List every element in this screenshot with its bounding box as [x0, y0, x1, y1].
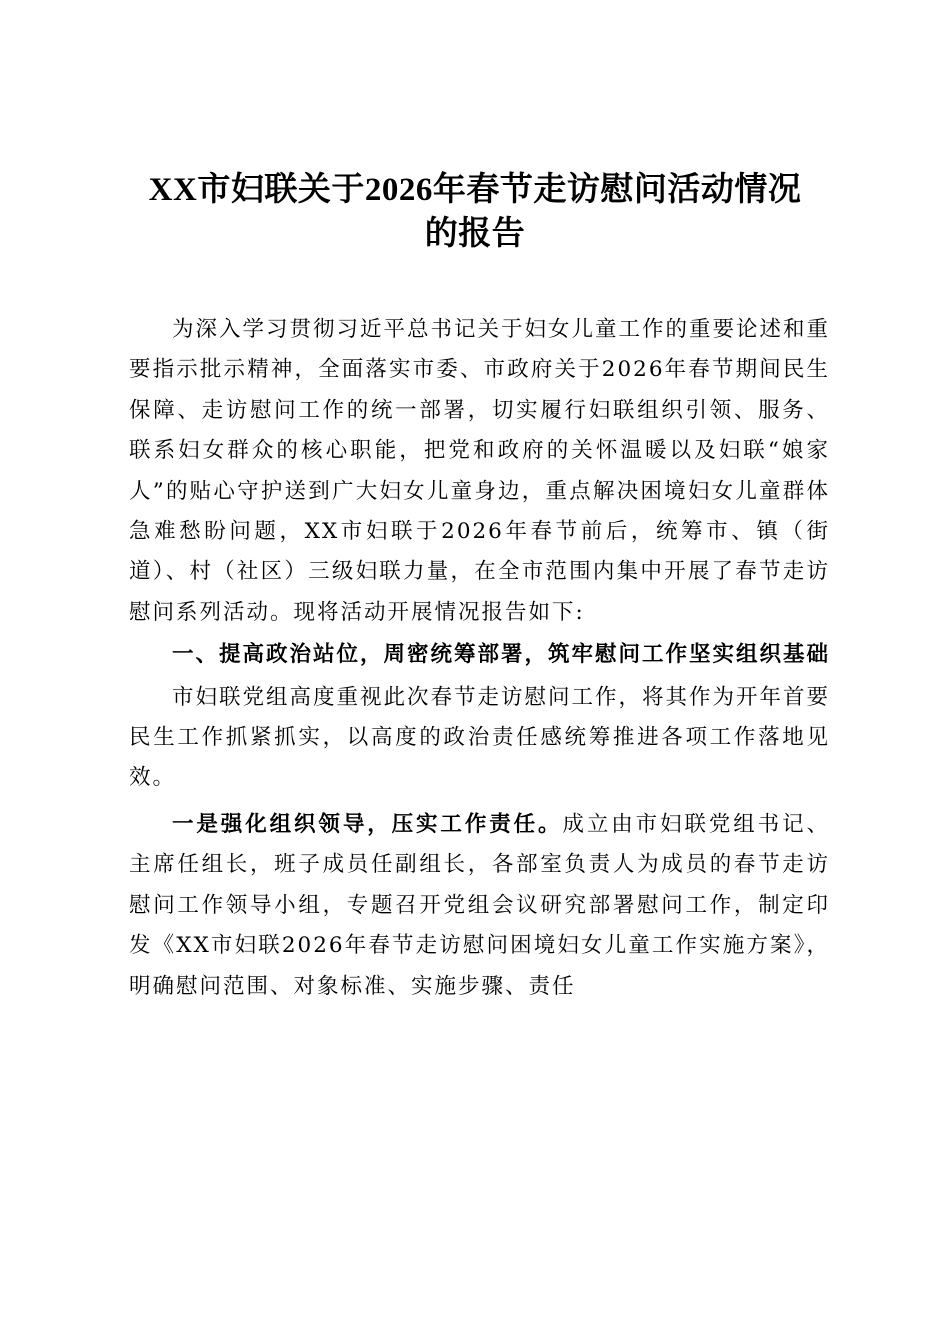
- intro-paragraph: 为深入学习贯彻习近平总书记关于妇女儿童工作的重要论述和重要指示批示精神，全面落实市委、市政府关于2026年春节期间民生保障、走访慰问工作的统一部署，切实履行妇联组织引领、服务、联系妇女群众的核心职能，把党和政府的关怀温暖以及妇联“娘家人”的贴心守护送到广大妇女儿童身边，重点解决困境妇女儿童群体急难愁盼问题，XX市妇联于2026年春节前后，统筹市、镇（街道）、村（社区）三级妇联力量，在全市范围内集中开展了春节走访慰问系列活动。现将活动开展情况报告如下:: [129, 317, 831, 625]
- section-1-paragraph: 市妇联党组高度重视此次春节走访慰问工作，将其作为开年首要民生工作抓紧抓实，以高度的政治责任感统筹推进各项工作落地见效。: [129, 684, 831, 791]
- point-1-lead: 一是强化组织领导，压实工作责任。: [172, 811, 563, 837]
- point-1-paragraph: [129, 805, 830, 1007]
- point-1-text: 成立由市妇联党组书记、主席任组长，班子成员任副组长，各部室负责人为成员的春节走访慰问工作领导小组，专题召开党组会议研究部署慰问工作，制定印发《XX市妇联2026年春节走访慰问困境妇女儿童工作实施方案》，明确慰问范围、对象标准、实施步骤、责任: [129, 811, 830, 999]
- title-line-1: XX市妇联关于2026年春节走访慰问活动情况: [148, 172, 802, 208]
- page-title: [120, 168, 830, 256]
- title-line-2: 的报告: [424, 216, 526, 252]
- document-body: [129, 310, 830, 1007]
- section-1-heading: 一、提高政治站位，周密统筹部署，筑牢慰问工作坚实组织基础: [172, 642, 831, 668]
